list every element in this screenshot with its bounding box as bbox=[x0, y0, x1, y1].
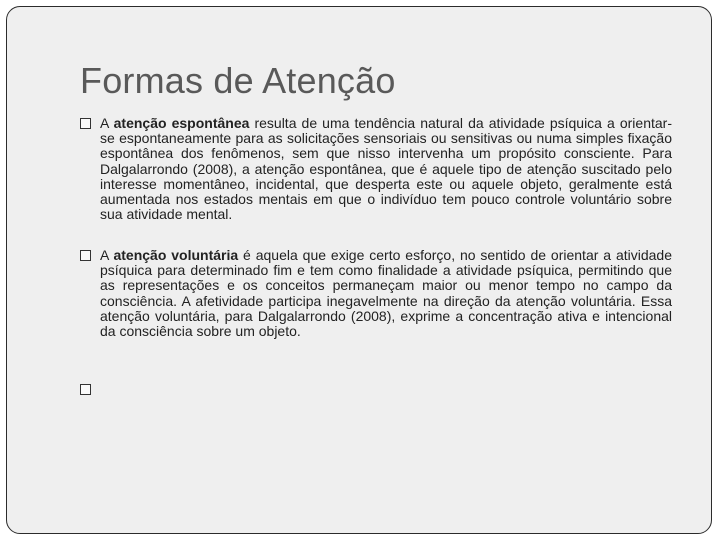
bullet-term: atenção voluntária bbox=[113, 247, 239, 263]
bullet-text: resulta de uma tendência natural da atividade psíquica a orientar-se espontaneamente para as solicitações sensoriais ou sensitivas ou numa simples fixação espontânea dos fenômenos, sem que nisso intervenha um propósito consciente. Para Dalgalarrondo (2008), a atenção espontânea, que é aquele tipo de atenção suscitado pelo interesse momentâneo, incidental, que desperta este ou aquele objeto, geralmente está aumentada nos estados mentais em que o indivíduo tem pouco controle voluntário sobre sua atividade mental. bbox=[100, 115, 672, 223]
bullet-box-icon bbox=[80, 384, 91, 395]
bullet-item-spontaneous-attention bbox=[80, 116, 672, 246]
bullet-term: atenção espontânea bbox=[113, 115, 250, 131]
slide-title: Formas de Atenção bbox=[80, 60, 396, 101]
bullet-box-icon bbox=[80, 118, 91, 129]
bullet-prefix: A bbox=[100, 115, 114, 131]
bullet-list bbox=[80, 116, 672, 341]
bullet-item-voluntary-attention bbox=[80, 248, 672, 339]
bullet-prefix: A bbox=[100, 247, 114, 263]
bullet-item-empty bbox=[80, 384, 100, 398]
bullet-text: é aquela que exige certo esforço, no sentido de orientar a atividade psíquica para determinado fim e tem como finalidade a atividade psíquica, permitindo que as representações e os conceitos permaneçam maior ou menor tempo no campo da consciência. A afetividade participa inegavelmente na direção da atenção voluntária. Essa atenção voluntária, para Dalgalarrondo (2008), exprime a concentração ativa e intencional da consciência sobre um objeto. bbox=[100, 247, 672, 340]
bullet-box-icon bbox=[80, 250, 91, 261]
